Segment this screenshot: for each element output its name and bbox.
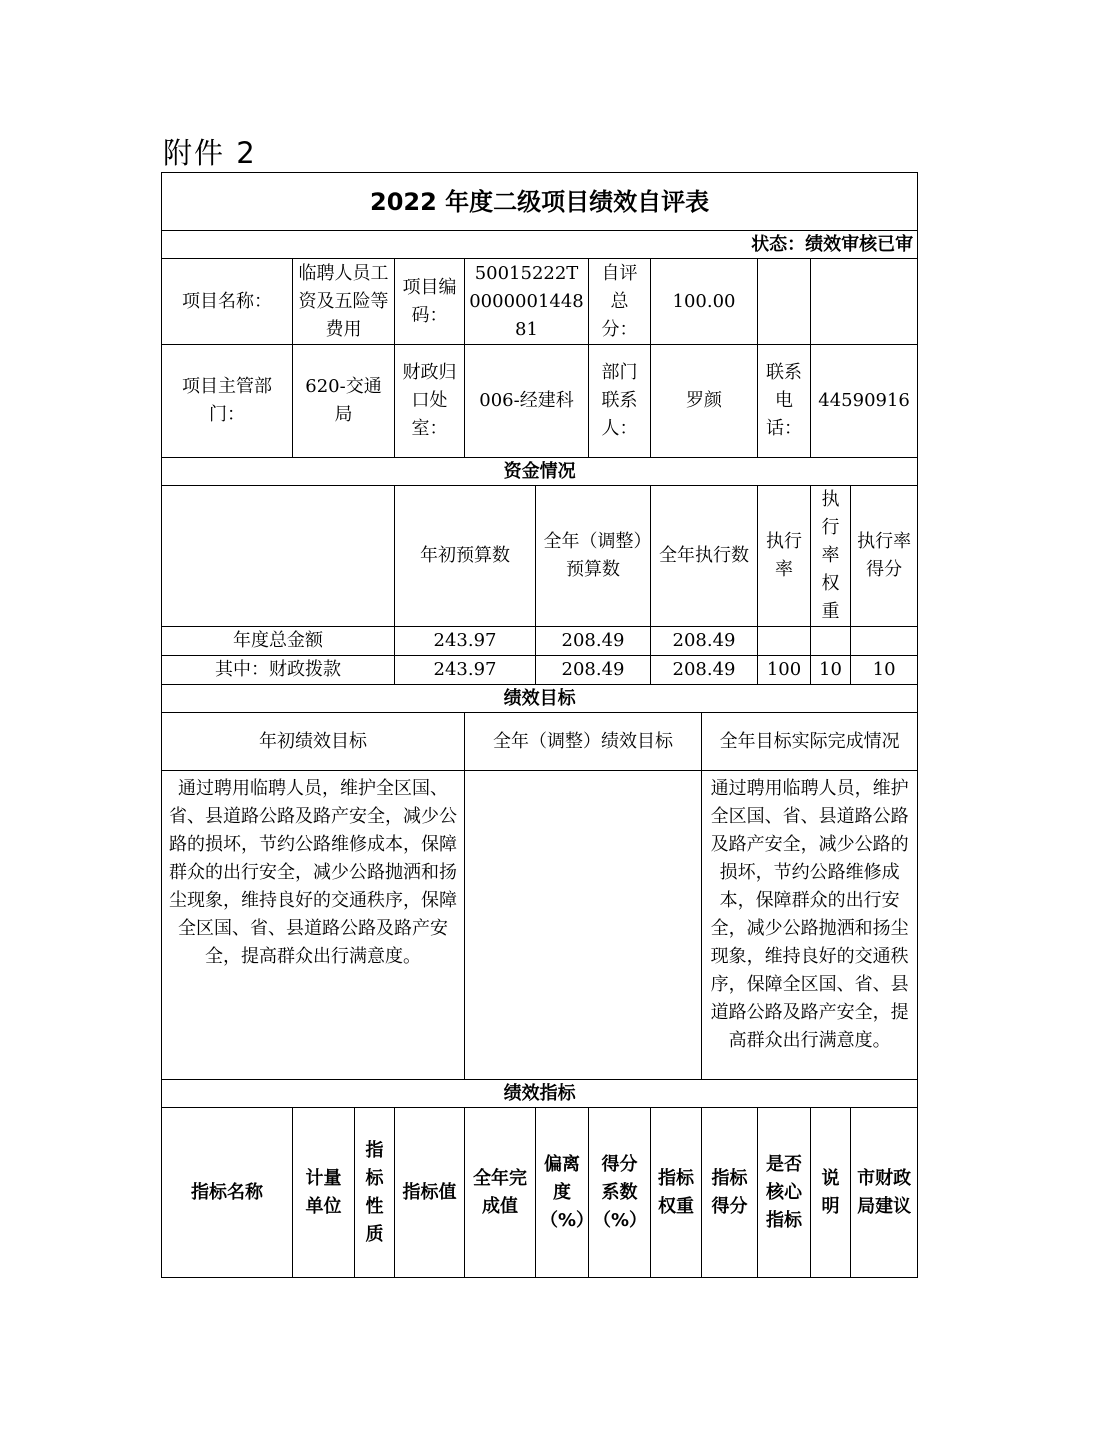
empty-cell-2 [811, 259, 918, 345]
funds-header-score: 执行率得分 [851, 486, 918, 627]
indicator-header-note: 说明 [811, 1108, 851, 1278]
status-text: 状态：绩效审核已审 [162, 231, 918, 259]
funds-header-blank [162, 486, 395, 627]
funds-row-score [851, 627, 918, 656]
funds-section-title: 资金情况 [162, 458, 918, 486]
funds-row-weight [811, 627, 851, 656]
funds-row-executed: 208.49 [651, 627, 758, 656]
phone-value: 44590916 [811, 345, 918, 458]
indicator-header-coefficient: 得分系数（%） [589, 1108, 651, 1278]
indicator-header-weight: 指标权重 [651, 1108, 702, 1278]
indicator-header-suggestion: 市财政局建议 [851, 1108, 918, 1278]
funds-row-initial: 243.97 [395, 656, 536, 685]
funds-row-executed: 208.49 [651, 656, 758, 685]
indicators-section-title: 绩效指标 [162, 1080, 918, 1108]
attachment-label: 附件 2 [163, 136, 257, 170]
empty-cell-1 [758, 259, 811, 345]
goals-header-actual: 全年目标实际完成情况 [702, 713, 918, 771]
contact-label: 部门联系人： [589, 345, 651, 458]
funds-row-score: 10 [851, 656, 918, 685]
funds-header-executed: 全年执行数 [651, 486, 758, 627]
funds-row-label: 其中：财政拨款 [162, 656, 395, 685]
indicator-header-score: 指标得分 [702, 1108, 758, 1278]
self-score-value: 100.00 [651, 259, 758, 345]
project-code-value: 50015222T000000144881 [465, 259, 589, 345]
performance-evaluation-table [161, 172, 918, 1278]
indicator-header-name: 指标名称 [162, 1108, 293, 1278]
phone-label: 联系电话： [758, 345, 811, 458]
funds-row-initial: 243.97 [395, 627, 536, 656]
funds-row-rate: 100 [758, 656, 811, 685]
funds-header-weight: 执行率权重 [811, 486, 851, 627]
funds-row-adjusted: 208.49 [536, 656, 651, 685]
funds-header-adjusted: 全年（调整）预算数 [536, 486, 651, 627]
dept-label: 项目主管部门： [162, 345, 293, 458]
indicator-header-core: 是否核心指标 [758, 1108, 811, 1278]
funds-row-adjusted: 208.49 [536, 627, 651, 656]
project-name-value: 临聘人员工资及五险等费用 [293, 259, 395, 345]
funds-row-weight: 10 [811, 656, 851, 685]
goals-actual-text: 通过聘用临聘人员，维护全区国、省、县道路公路及路产安全，减少公路的损坏，节约公路维修成本，保障群众的出行安全，减少公路抛洒和扬尘现象，维持良好的交通秩序，保障全区国、省、县道路公路及路产安全，提高群众出行满意度。 [702, 771, 918, 1080]
dept-value: 620-交通局 [293, 345, 395, 458]
indicator-header-deviation: 偏离度（%） [536, 1108, 589, 1278]
contact-value: 罗颜 [651, 345, 758, 458]
funds-row-label: 年度总金额 [162, 627, 395, 656]
goals-header-adjusted: 全年（调整）绩效目标 [465, 713, 702, 771]
goals-header-initial: 年初绩效目标 [162, 713, 465, 771]
self-score-label: 自评总分： [589, 259, 651, 345]
project-code-label: 项目编码： [395, 259, 465, 345]
goals-section-title: 绩效目标 [162, 685, 918, 713]
finance-office-value: 006-经建科 [465, 345, 589, 458]
goals-initial-text: 通过聘用临聘人员，维护全区国、省、县道路公路及路产安全，减少公路的损坏，节约公路维修成本，保障群众的出行安全，减少公路抛洒和扬尘现象，维持良好的交通秩序，保障全区国、省、县道路公路及路产安全，提高群众出行满意度。 [162, 771, 465, 1080]
funds-row-rate [758, 627, 811, 656]
form-title: 2022 年度二级项目绩效自评表 [162, 173, 918, 231]
indicator-header-value: 指标值 [395, 1108, 465, 1278]
indicator-header-nature: 指标性质 [355, 1108, 395, 1278]
goals-adjusted-text [465, 771, 702, 1080]
indicator-header-unit: 计量单位 [293, 1108, 355, 1278]
project-name-label: 项目名称： [162, 259, 293, 345]
indicator-header-completed: 全年完成值 [465, 1108, 536, 1278]
funds-header-initial: 年初预算数 [395, 486, 536, 627]
funds-header-rate: 执行率 [758, 486, 811, 627]
finance-office-label: 财政归口处室： [395, 345, 465, 458]
